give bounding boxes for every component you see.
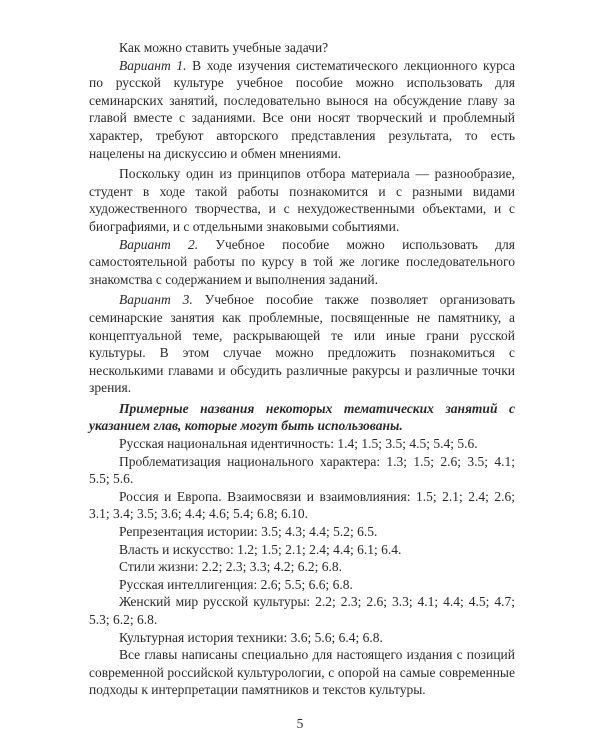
topic-item: Власть и искусство: 1.2; 1.5; 2.1; 2.4; 4.4; 6.1; 6.4. (119, 541, 402, 557)
variant-2-label: Вариант 2. (119, 236, 199, 252)
topics-heading: Примерные названия некоторых тематических занятий с указанием глав, которые могут быть использованы. (89, 400, 515, 434)
topic-item: Репрезентация истории: 3.5; 4.3; 4.4; 5.2; 6.5. (119, 524, 378, 540)
topic-item: Культурная история техники: 3.6; 5.6; 6.4; 6.8. (119, 629, 383, 645)
closing-paragraph: Все главы написаны специально для настоящего издания с позиций современной российской культурологии, с опорой на самые современные подходы к интерпретации памятников и текстов культуры. (89, 647, 515, 698)
variant-3-text: Учебное пособие также позволяет организовать семинарские занятия как проблемные, посвященные не памятнику, а концептуальной теме, раскрывающей те или иные грани русской культуры. В этом случае можно предложить познакомиться с несколькими главами и обсудить различные ракурсы и различные точки зрения. (89, 292, 515, 396)
topic-item: Русская интеллигенция: 2.6; 5.5; 6.6; 6.8. (119, 576, 353, 592)
topic-item: Стили жизни: 2.2; 2.3; 3.3; 4.2; 6.2; 6.8. (119, 559, 343, 575)
page-number: 5 (296, 716, 304, 731)
topic-item: Женский мир русской культуры: 2.2; 2.3; 2.6; 3.3; 4.1; 4.4; 4.5; 4.7; 5.3; 6.2; 6.8. (89, 594, 515, 627)
variant-2-text: Учебное пособие можно использовать для самостоятельной работы по курсу в той же логике последовательного знакомства с содержанием и выполнения заданий. (89, 236, 515, 287)
variant-1-text: В ходе изучения систематического лекционного курса по русской культуре учебное пособие можно использовать для семинарских занятий, последовательно вынося на обсуждение главу за главой вместе с заданиями. Все они носят творческий и проблемный характер, требуют авторского представления результата, то есть нацелены на дискуссию и обмен мнениями. (89, 57, 515, 161)
topic-item: Проблематизация национального характера: 1.3; 1.5; 2.6; 3.5; 4.1; 5.5; 5.6. (89, 453, 515, 487)
intro-question: Как можно ставить учебные задачи? (119, 40, 329, 55)
variant-3-label: Вариант 3. (119, 292, 193, 308)
selection-paragraph: Поскольку один из принципов отбора материала — разнообразие, студент в ходе такой работы познакомится и с разными видами художественного творчества, и с нехудожественными объектами, и с биографиями, и с отдельными знаковыми событиями. (89, 166, 515, 234)
topic-item: Русская национальная идентичность: 1.4; 1.5; 3.5; 4.5; 5.4; 5.6. (119, 436, 478, 452)
variant-1-label: Вариант 1. (119, 57, 187, 73)
variant-1-paragraph (89, 57, 515, 163)
variant-3-paragraph (89, 291, 515, 397)
variant-2-paragraph (89, 236, 515, 289)
topic-item: Россия и Европа. Взаимосвязи и взаимовлияния: 1.5; 2.1; 2.4; 2.6; 3.1; 3.4; 3.5; 3.6; 4.4; 4.6; 5.4; 6.8; 6.10. (89, 488, 515, 522)
page-body (89, 39, 515, 699)
